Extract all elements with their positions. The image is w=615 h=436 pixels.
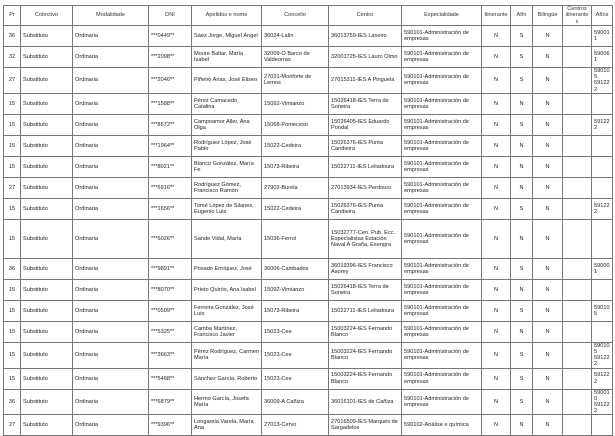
header-colectivo: Colectivo — [21, 6, 73, 26]
cell-itinerante: N — [482, 177, 511, 198]
cell-pr: 27 — [4, 177, 21, 198]
cell-centro: 15026418-IES Terra de Soneira — [329, 93, 402, 114]
cell-apelidos-nome: Sande Vidal, María — [192, 219, 262, 258]
cell-bilingue: N — [533, 279, 563, 300]
cell-modalidade: Ordinaria — [73, 258, 149, 279]
table-row — [4, 415, 613, 436]
header-itinerante: Itinerante — [482, 6, 511, 26]
cell-itinerante: N — [482, 47, 511, 68]
header-centro: Centro — [329, 6, 402, 26]
cell-colectivo: Substituto — [21, 219, 73, 258]
cell-pr: 15 — [4, 156, 21, 177]
cell-centro: 27015311-IES A Pinguela — [329, 68, 402, 94]
table-row — [4, 68, 613, 94]
cell-centro: 36013759-IES Laxeiro — [329, 26, 402, 47]
cell-centros-itinerantes — [563, 47, 592, 68]
cell-centro: 15003224-IES Fernando Blanco — [329, 342, 402, 368]
cell-afin: S — [511, 114, 533, 135]
cell-itinerante: N — [482, 321, 511, 342]
cell-especialidade: 590101-Administración de empresas — [402, 135, 482, 156]
header-especialidade: Especialidade — [402, 6, 482, 26]
cell-bilingue: N — [533, 415, 563, 436]
cell-pr: 15 — [4, 93, 21, 114]
cell-especialidade: 590101-Administración de empresas — [402, 342, 482, 368]
cell-dni: ***6879** — [149, 389, 192, 415]
cell-afin: S — [511, 258, 533, 279]
cell-dni: ***1656** — [149, 198, 192, 219]
cell-modalidade: Ordinaria — [73, 279, 149, 300]
cell-concello: 15023-Cee — [262, 342, 329, 368]
cell-pr: 27 — [4, 415, 21, 436]
cell-bilingue: N — [533, 68, 563, 94]
cell-centros-itinerantes — [563, 279, 592, 300]
cell-dni: ***1588** — [149, 93, 192, 114]
header-concello: Concello — [262, 6, 329, 26]
cell-apelidos-nome: Ferreira González, José Luis — [192, 300, 262, 321]
cell-bilingue: N — [533, 258, 563, 279]
cell-centro: 15032777-Cen. Pub. Ecc. Especialistas Estación Naval A Graña, Esengra — [329, 219, 402, 258]
cell-centros-itinerantes — [563, 219, 592, 258]
cell-bilingue: N — [533, 300, 563, 321]
cell-afin: N — [511, 135, 533, 156]
cell-colectivo: Substituto — [21, 415, 73, 436]
cell-centros-itinerantes — [563, 300, 592, 321]
cell-centros-itinerantes — [563, 26, 592, 47]
cell-centro: 36019396-IES Francisco Asorey — [329, 258, 402, 279]
cell-afins: 590061 — [592, 47, 613, 68]
cell-colectivo: Substituto — [21, 114, 73, 135]
cell-especialidade: 590101-Administración de empresas — [402, 321, 482, 342]
cell-dni: ***5325** — [149, 321, 192, 342]
cell-modalidade: Ordinaria — [73, 342, 149, 368]
cell-dni: ***9396** — [149, 415, 192, 436]
cell-modalidade: Ordinaria — [73, 135, 149, 156]
cell-dni: ***2098** — [149, 47, 192, 68]
cell-afins: 590001 — [592, 258, 613, 279]
cell-apelidos-nome: Pérez Rodríguez, Carmen María — [192, 342, 262, 368]
cell-colectivo: Substituto — [21, 389, 73, 415]
cell-afin: S — [511, 26, 533, 47]
cell-itinerante: N — [482, 219, 511, 258]
cell-afins: 591222 — [592, 368, 613, 389]
header-row — [4, 6, 613, 26]
cell-itinerante: N — [482, 415, 511, 436]
cell-apelidos-nome: Sáez Jorge, Miguel Ángel — [192, 26, 262, 47]
cell-dni: ***6916** — [149, 177, 192, 198]
cell-itinerante: N — [482, 156, 511, 177]
cell-colectivo: Substituto — [21, 279, 73, 300]
cell-afins: 590105 — [592, 300, 613, 321]
cell-pr: 15 — [4, 368, 21, 389]
cell-centro: 15026418-IES Terra de Soneira — [329, 279, 402, 300]
cell-itinerante: N — [482, 279, 511, 300]
cell-afin: S — [511, 68, 533, 94]
cell-especialidade: 590101-Administración de empresas — [402, 114, 482, 135]
cell-afin: S — [511, 300, 533, 321]
cell-apelidos-nome: Prieto Quirós, Ana Isabel — [192, 279, 262, 300]
cell-apelidos-nome: Sánchez García, Roberto — [192, 368, 262, 389]
cell-centro: 15026376-IES Punta Candieira — [329, 198, 402, 219]
cell-dni: ***5468** — [149, 368, 192, 389]
cell-afin: S — [511, 389, 533, 415]
cell-bilingue: N — [533, 47, 563, 68]
cell-afins — [592, 279, 613, 300]
header-afins: Afíns — [592, 6, 613, 26]
table-row — [4, 368, 613, 389]
cell-centros-itinerantes — [563, 68, 592, 94]
cell-bilingue: N — [533, 93, 563, 114]
cell-pr: 15 — [4, 114, 21, 135]
cell-afin: N — [511, 279, 533, 300]
cell-especialidade: 590101-Administración de empresas — [402, 258, 482, 279]
cell-colectivo: Substituto — [21, 93, 73, 114]
cell-especialidade: 590101-Administración de empresas — [402, 300, 482, 321]
cell-afin: N — [511, 219, 533, 258]
cell-afin: N — [511, 415, 533, 436]
table-row — [4, 389, 613, 415]
cell-modalidade: Ordinaria — [73, 114, 149, 135]
cell-itinerante: N — [482, 368, 511, 389]
cell-bilingue: N — [533, 321, 563, 342]
cell-pr: 15 — [4, 279, 21, 300]
cell-afins: 590011 — [592, 26, 613, 47]
cell-centro: 15003224-IES Fernando Blanco — [329, 321, 402, 342]
cell-colectivo: Substituto — [21, 68, 73, 94]
header-pr: Pr — [4, 6, 21, 26]
cell-itinerante: N — [482, 198, 511, 219]
cell-afins — [592, 177, 613, 198]
cell-apelidos-nome: Tomé López de Silanes, Eugenio Luis — [192, 198, 262, 219]
cell-concello: 15068-Ponteceso — [262, 114, 329, 135]
table-row — [4, 198, 613, 219]
cell-bilingue: N — [533, 368, 563, 389]
cell-afin: N — [511, 156, 533, 177]
cell-centros-itinerantes — [563, 321, 592, 342]
cell-itinerante: N — [482, 114, 511, 135]
cell-especialidade: 590101-Administración de empresas — [402, 279, 482, 300]
cell-centros-itinerantes — [563, 198, 592, 219]
cell-modalidade: Ordinaria — [73, 321, 149, 342]
cell-afins — [592, 219, 613, 258]
cell-dni: ***8021** — [149, 156, 192, 177]
header-afin: Afín — [511, 6, 533, 26]
cell-colectivo: Substituto — [21, 26, 73, 47]
cell-apelidos-nome: Posado Enríquez, José — [192, 258, 262, 279]
cell-colectivo: Substituto — [21, 47, 73, 68]
cell-colectivo: Substituto — [21, 198, 73, 219]
cell-afins: 590010 591222 — [592, 389, 613, 415]
cell-apelidos-nome: Camba Martínez, Francisco Javier — [192, 321, 262, 342]
cell-itinerante: N — [482, 389, 511, 415]
cell-colectivo: Substituto — [21, 258, 73, 279]
cell-apelidos-nome: Blanco González, María Fe — [192, 156, 262, 177]
table-row — [4, 156, 613, 177]
cell-afins — [592, 135, 613, 156]
cell-colectivo: Substituto — [21, 321, 73, 342]
cell-colectivo: Substituto — [21, 156, 73, 177]
cell-bilingue: N — [533, 219, 563, 258]
table-row — [4, 135, 613, 156]
cell-bilingue: N — [533, 156, 563, 177]
cell-colectivo: Substituto — [21, 342, 73, 368]
cell-especialidade: 590101-Administración de empresas — [402, 47, 482, 68]
table-row — [4, 219, 613, 258]
cell-bilingue: N — [533, 26, 563, 47]
cell-dni: ***0509** — [149, 300, 192, 321]
cell-centro: 15022711-IES Leliadoura — [329, 156, 402, 177]
cell-afin: S — [511, 368, 533, 389]
cell-modalidade: Ordinaria — [73, 300, 149, 321]
cell-colectivo: Substituto — [21, 300, 73, 321]
cell-especialidade: 590101-Administración de empresas — [402, 368, 482, 389]
header-dni: DNI — [149, 6, 192, 26]
cell-afin: S — [511, 198, 533, 219]
cell-bilingue: N — [533, 114, 563, 135]
cell-apelidos-nome: Campoamor Aller, Ana Olga — [192, 114, 262, 135]
cell-concello: 15023-Cee — [262, 321, 329, 342]
cell-dni: ***0449** — [149, 26, 192, 47]
cell-centros-itinerantes — [563, 135, 592, 156]
cell-centro: 15003224-IES Fernando Blanco — [329, 368, 402, 389]
cell-centro: 36016101-IES de Cañiza — [329, 389, 402, 415]
cell-modalidade: Ordinaria — [73, 47, 149, 68]
table-row — [4, 114, 613, 135]
cell-afin: N — [511, 177, 533, 198]
cell-afin: N — [511, 321, 533, 342]
cell-centros-itinerantes — [563, 114, 592, 135]
cell-pr: 15 — [4, 135, 21, 156]
cell-apelidos-nome: Rodríguez López, José Pablo — [192, 135, 262, 156]
cell-colectivo: Substituto — [21, 177, 73, 198]
table-row — [4, 177, 613, 198]
cell-modalidade: Ordinaria — [73, 368, 149, 389]
cell-centro: 15026376-IES Punta Candieira — [329, 135, 402, 156]
cell-afins: 591222 — [592, 198, 613, 219]
cell-itinerante: N — [482, 342, 511, 368]
table-row — [4, 258, 613, 279]
cell-concello: 15073-Ribeira — [262, 300, 329, 321]
cell-itinerante: N — [482, 258, 511, 279]
table-row — [4, 93, 613, 114]
cell-concello: 36024-Lalín — [262, 26, 329, 47]
cell-pr: 15 — [4, 219, 21, 258]
cell-dni: ***1964** — [149, 135, 192, 156]
cell-apelidos-nome: Rodríguez Gómez, Francisco Ramón — [192, 177, 262, 198]
cell-concello: 15092-Vimianzo — [262, 93, 329, 114]
cell-bilingue: N — [533, 135, 563, 156]
cell-pr: 36 — [4, 258, 21, 279]
table-row — [4, 300, 613, 321]
cell-centros-itinerantes — [563, 156, 592, 177]
cell-centro: 15026405-IES Eduardo Pondal — [329, 114, 402, 135]
cell-pr: 15 — [4, 198, 21, 219]
header-centros-itinerantes: Centros itinerantes — [563, 6, 592, 26]
cell-apelidos-nome: Moure Baltar, María Isabel — [192, 47, 262, 68]
cell-modalidade: Ordinaria — [73, 198, 149, 219]
cell-dni: ***3663** — [149, 342, 192, 368]
cell-modalidade: Ordinaria — [73, 68, 149, 94]
cell-itinerante: N — [482, 93, 511, 114]
cell-bilingue: N — [533, 342, 563, 368]
cell-modalidade: Ordinaria — [73, 219, 149, 258]
cell-afins: 591222 — [592, 114, 613, 135]
cell-centros-itinerantes — [563, 177, 592, 198]
cell-centros-itinerantes — [563, 389, 592, 415]
cell-concello: 27902-Burela — [262, 177, 329, 198]
header-apelidos-nome: Apelidos e nome — [192, 6, 262, 26]
cell-modalidade: Ordinaria — [73, 389, 149, 415]
cell-modalidade: Ordinaria — [73, 156, 149, 177]
cell-afin: S — [511, 342, 533, 368]
cell-concello: 32009-O Barco de Valdeorras — [262, 47, 329, 68]
cell-afins: 590105 591222 — [592, 68, 613, 94]
cell-bilingue: N — [533, 389, 563, 415]
cell-itinerante: N — [482, 135, 511, 156]
cell-modalidade: Ordinaria — [73, 415, 149, 436]
cell-apelidos-nome: Piñeiro Arias, José Eliseo — [192, 68, 262, 94]
table-row — [4, 321, 613, 342]
cell-especialidade: 590101-Administración de empresas — [402, 219, 482, 258]
cell-especialidade: 590101-Administración de empresas — [402, 68, 482, 94]
cell-concello: 15036-Ferrol — [262, 219, 329, 258]
cell-especialidade: 590101-Administración de empresas — [402, 198, 482, 219]
cell-centro: 32001725-IES Lauro Olmo — [329, 47, 402, 68]
cell-apelidos-nome: Longarela Varela, María Ana — [192, 415, 262, 436]
cell-bilingue: N — [533, 177, 563, 198]
header-bilingue: Bilingüe — [533, 6, 563, 26]
cell-centros-itinerantes — [563, 415, 592, 436]
cell-afins: 590105 591222 — [592, 342, 613, 368]
cell-colectivo: Substituto — [21, 368, 73, 389]
cell-especialidade: 590101-Administración de empresas — [402, 389, 482, 415]
cell-afin: N — [511, 93, 533, 114]
cell-pr: 36 — [4, 389, 21, 415]
cell-afins — [592, 415, 613, 436]
cell-especialidade: 590101-Administración de empresas — [402, 26, 482, 47]
cell-dni: ***9891** — [149, 258, 192, 279]
cell-especialidade: 590101-Administración de empresas — [402, 156, 482, 177]
cell-pr: 27 — [4, 68, 21, 94]
cell-pr: 15 — [4, 300, 21, 321]
cell-concello: 15022-Cedeira — [262, 135, 329, 156]
cell-apelidos-nome: Pérez Camacedo, Catalina — [192, 93, 262, 114]
cell-afins — [592, 93, 613, 114]
cell-modalidade: Ordinaria — [73, 26, 149, 47]
cell-concello: 27031-Monforte de Lemos — [262, 68, 329, 94]
cell-dni: ***8070** — [149, 279, 192, 300]
cell-centro: 27016509-IES Marqués de Sargadelos — [329, 415, 402, 436]
assignments-table — [3, 5, 613, 436]
cell-centros-itinerantes — [563, 342, 592, 368]
table-row — [4, 26, 613, 47]
cell-afins — [592, 321, 613, 342]
cell-centro: 15022711-IES Leliadoura — [329, 300, 402, 321]
cell-centros-itinerantes — [563, 93, 592, 114]
table-row — [4, 342, 613, 368]
cell-itinerante: N — [482, 68, 511, 94]
cell-modalidade: Ordinaria — [73, 177, 149, 198]
cell-concello: 15073-Ribeira — [262, 156, 329, 177]
cell-pr: 15 — [4, 342, 21, 368]
table-row — [4, 279, 613, 300]
cell-pr: 36 — [4, 26, 21, 47]
cell-concello: 15022-Cedeira — [262, 198, 329, 219]
header-modalidade: Modalidade — [73, 6, 149, 26]
cell-colectivo: Substituto — [21, 135, 73, 156]
cell-centro: 27013934-IES Perdouro — [329, 177, 402, 198]
cell-bilingue: N — [533, 198, 563, 219]
cell-especialidade: 590102-Análise e química — [402, 415, 482, 436]
cell-dni: ***6026** — [149, 219, 192, 258]
cell-dni: ***8572** — [149, 114, 192, 135]
cell-concello: 15023-Cee — [262, 368, 329, 389]
cell-centros-itinerantes — [563, 258, 592, 279]
cell-afin: S — [511, 47, 533, 68]
cell-itinerante: N — [482, 26, 511, 47]
cell-apelidos-nome: Hermo García, Josefa María — [192, 389, 262, 415]
cell-itinerante: N — [482, 300, 511, 321]
cell-afins — [592, 156, 613, 177]
cell-concello: 15092-Vimianzo — [262, 279, 329, 300]
cell-especialidade: 590101-Administración de empresas — [402, 93, 482, 114]
cell-centros-itinerantes — [563, 368, 592, 389]
cell-concello: 27013-Cervo — [262, 415, 329, 436]
cell-dni: ***2046** — [149, 68, 192, 94]
cell-concello: 36009-A Cañiza — [262, 389, 329, 415]
cell-concello: 36006-Cambados — [262, 258, 329, 279]
cell-especialidade: 590101-Administración de empresas — [402, 177, 482, 198]
cell-pr: 32 — [4, 47, 21, 68]
table-row — [4, 47, 613, 68]
cell-pr: 15 — [4, 321, 21, 342]
cell-modalidade: Ordinaria — [73, 93, 149, 114]
